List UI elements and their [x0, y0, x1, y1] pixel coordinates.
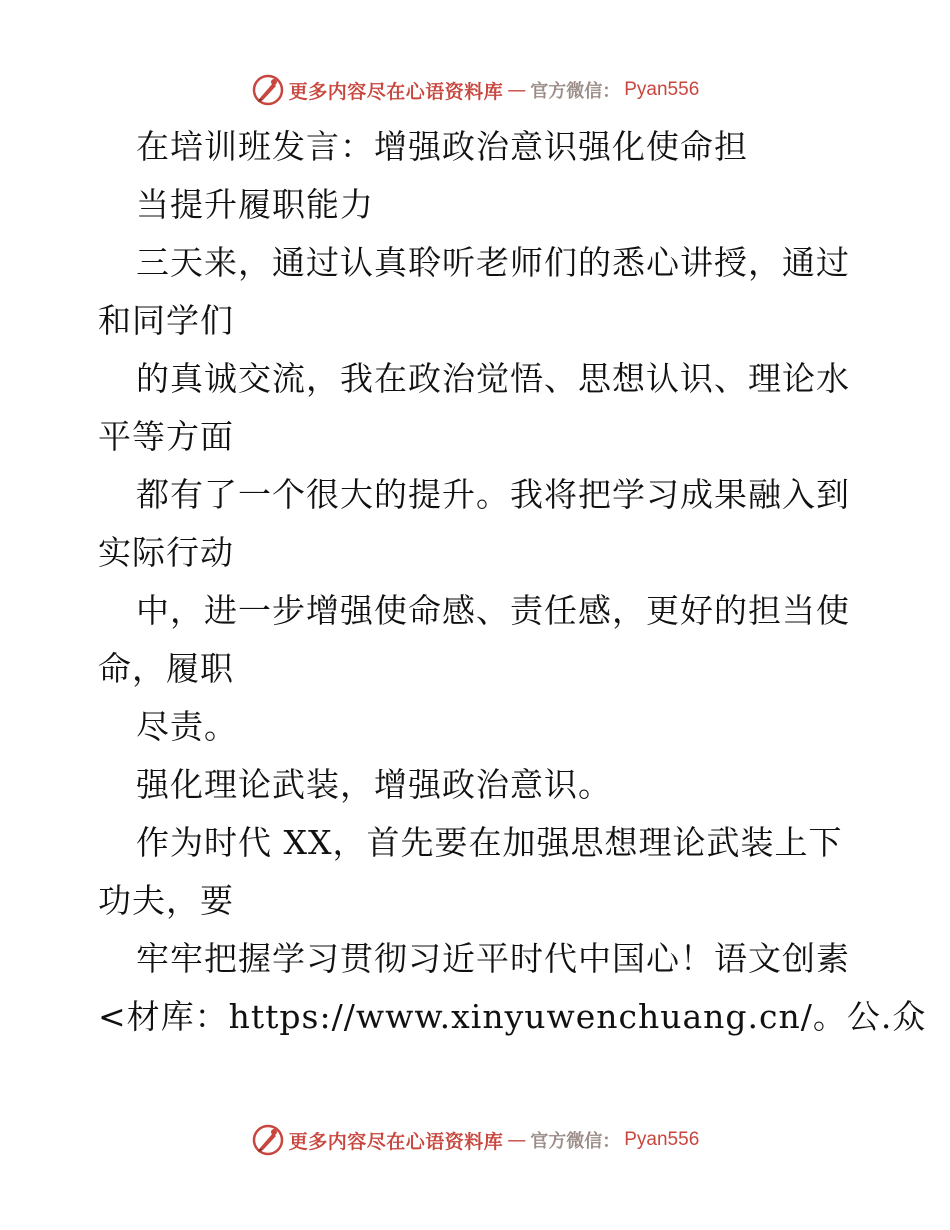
- pen-logo-icon: [251, 1123, 285, 1157]
- wechat-label: 官方微信：: [530, 81, 621, 102]
- text-line: 和同学们: [98, 301, 234, 340]
- brand-text: 更多内容尽在心语资料库: [288, 80, 504, 103]
- text-line: 都有了一个很大的提升。我将把学习成果融入到: [136, 475, 850, 514]
- pen-logo-icon: [251, 73, 285, 107]
- wechat-id: Pyan556: [624, 1129, 700, 1150]
- separator-dash: —: [507, 1129, 527, 1151]
- wechat-id: Pyan556: [624, 79, 700, 100]
- text-line: 强化理论武装，增强政治意识。: [136, 765, 612, 804]
- text-line: 作为时代 XX，首先要在加强思想理论武装上下: [136, 823, 843, 862]
- text-line: 在培训班发言：增强政治意识强化使命担: [136, 127, 748, 166]
- footer-watermark: [0, 1120, 950, 1160]
- text-line: <材库：https://www.xinyuwenchuang.cn/。公.众: [98, 997, 927, 1036]
- text-line: 平等方面: [98, 417, 234, 456]
- text-line: 命，履职: [98, 649, 234, 688]
- text-line: 牢牢把握学习贯彻习近平时代中国心！语文创素: [136, 939, 850, 978]
- document-body: [98, 118, 927, 1046]
- text-line: 的真诚交流，我在政治觉悟、思想认识、理论水: [136, 359, 850, 398]
- text-line: 功夫，要: [98, 881, 234, 920]
- separator-dash: —: [507, 79, 527, 101]
- text-line: 当提升履职能力: [136, 185, 374, 224]
- text-line: 三天来，通过认真聆听老师们的悉心讲授，通过: [136, 243, 850, 282]
- header-watermark: [0, 70, 950, 110]
- text-line: 尽责。: [136, 707, 238, 746]
- text-line: 中，进一步增强使命感、责任感，更好的担当使: [136, 591, 850, 630]
- wechat-label: 官方微信：: [530, 1131, 621, 1152]
- text-line: 实际行动: [98, 533, 234, 572]
- brand-text: 更多内容尽在心语资料库: [288, 1130, 504, 1153]
